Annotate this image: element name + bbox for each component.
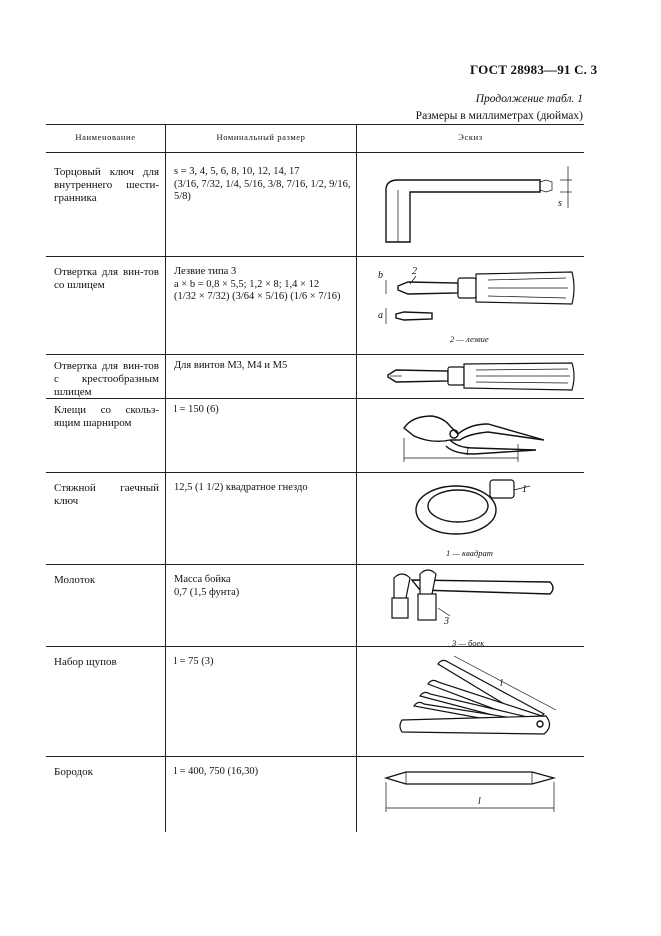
size-line: l = 150 (6) <box>174 404 219 415</box>
feeler-gauge-sketch <box>394 650 564 740</box>
nominal-size <box>174 266 364 304</box>
row-divider <box>46 756 584 757</box>
size-line: 12,5 (1 1/2) квадратное гнездо <box>174 482 308 493</box>
nominal-size <box>174 574 364 599</box>
nominal-size <box>174 166 364 204</box>
size-line: Масса бойка <box>174 574 231 585</box>
label-b: b <box>378 270 383 281</box>
size-fractions: (1/32 × 7/32) (3/64 × 5/16) (1/6 × 7/16) <box>174 291 341 302</box>
nominal-size <box>174 766 364 779</box>
size-line: Лезвие типа 3 <box>174 266 237 277</box>
nominal-size <box>174 482 364 495</box>
label-s: s <box>558 198 562 209</box>
punch-sketch <box>382 764 562 824</box>
nominal-size <box>174 360 364 373</box>
column-header-sketch: Эскиз <box>458 132 483 142</box>
label-l: l <box>500 678 503 689</box>
sketch-caption: 2 — лезвие <box>450 334 489 344</box>
label-a: a <box>378 310 383 321</box>
tool-name: Торцовый ключ для внутреннего шести-гранника <box>54 166 159 204</box>
size-line: l = 400, 750 (16,30) <box>174 766 259 777</box>
tool-name: Молоток <box>54 574 96 586</box>
size-fractions: (3/16, 7/32, 1/4, 5/16, 3/8, 7/16, 1/2, 9/16, 5/8) <box>174 178 351 202</box>
size-line: a × b = 0,8 × 5,5; 1,2 × 8; 1,4 × 12 <box>174 278 320 290</box>
tool-name: Отвертка для вин-тов со шлицем <box>54 266 159 291</box>
size-line: s = 3, 4, 5, 6, 8, 10, 12, 14, 17 <box>174 166 300 177</box>
table-header-border <box>46 152 584 153</box>
tool-name: Клещи со скольз-ящим шарниром <box>54 404 159 429</box>
units-note: Размеры в миллиметрах (дюймах) <box>415 110 583 122</box>
continuation-note: Продолжение табл. 1 <box>475 93 583 105</box>
size-line: l = 75 (3) <box>174 656 214 667</box>
size-line: Для винтов М3, М4 и М5 <box>174 360 288 371</box>
pliers-sketch <box>398 404 548 466</box>
hammer-sketch <box>380 568 560 630</box>
table-top-border <box>46 124 584 125</box>
label-1: 1 <box>522 484 527 495</box>
column-header-name: Наименование <box>75 132 136 142</box>
strap-wrench-sketch <box>410 476 540 546</box>
row-divider <box>46 472 584 473</box>
label-l: l <box>466 447 469 458</box>
nominal-size <box>174 656 364 669</box>
cross-screwdriver-sketch <box>386 360 576 394</box>
hex-key-sketch <box>370 160 580 252</box>
flat-screwdriver-sketch <box>376 262 576 332</box>
tool-name: Отвертка для вин-тов с крестообразным шлицем <box>54 360 159 398</box>
tool-name: Бородок <box>54 766 93 778</box>
sketch-caption: 1 — квадрат <box>446 548 493 558</box>
label-l: l <box>478 796 481 807</box>
sketch-caption: 3 — боек <box>452 638 485 648</box>
row-divider <box>46 256 584 257</box>
tool-name: Набор щупов <box>54 656 117 668</box>
size-line: 0,7 (1,5 фунта) <box>174 586 240 598</box>
column-header-size: Номинальный размер <box>216 132 306 142</box>
tool-name: Стяжной гаечный ключ <box>54 482 159 507</box>
column-divider <box>356 124 357 832</box>
row-divider <box>46 354 584 355</box>
label-3: 3 <box>444 616 449 627</box>
label-2: 2 <box>412 266 417 277</box>
row-divider <box>46 646 584 647</box>
column-divider <box>165 124 166 832</box>
standard-number: ГОСТ 28983—91 С. 3 <box>470 62 598 77</box>
nominal-size <box>174 404 364 417</box>
row-divider <box>46 564 584 565</box>
